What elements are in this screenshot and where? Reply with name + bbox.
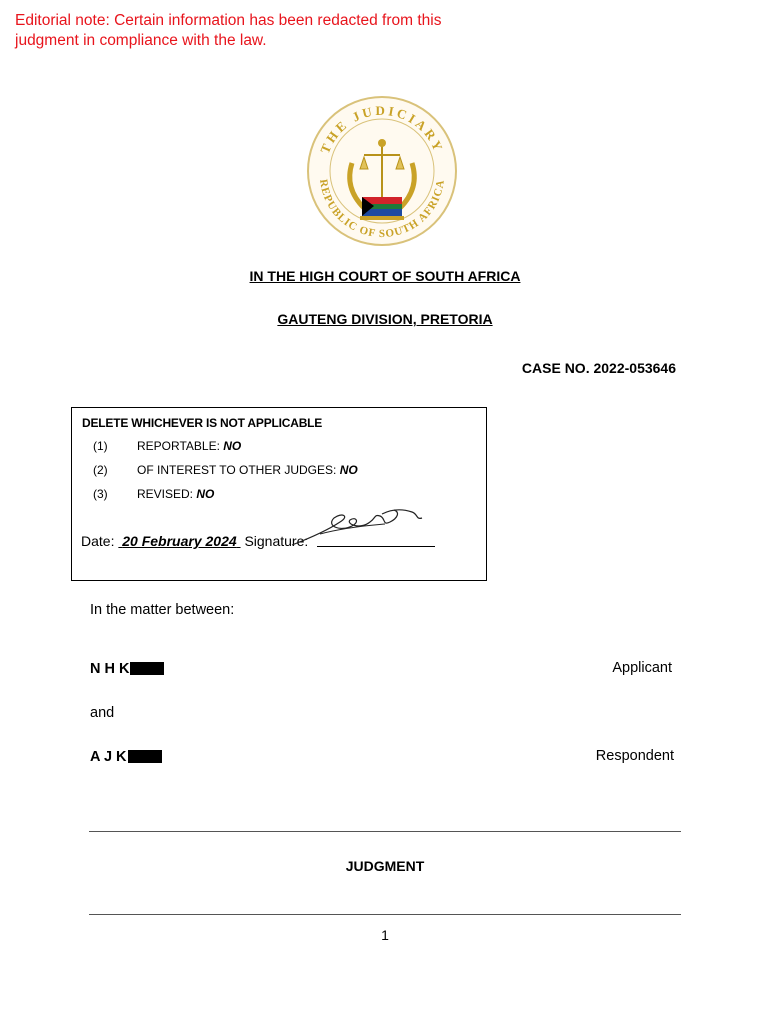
date-value: 20 February 2024	[122, 533, 237, 549]
notice-item-label: OF INTEREST TO OTHER JUDGES:	[137, 463, 337, 477]
notice-item-reportable	[137, 439, 241, 453]
divider	[89, 831, 681, 832]
notice-item-label: REPORTABLE:	[137, 439, 220, 453]
notice-item-interest	[137, 463, 358, 477]
divider	[89, 914, 681, 915]
seal-bottom-text: REPUBLIC OF SOUTH AFRICA	[317, 178, 447, 241]
date-line	[81, 533, 308, 549]
respondent-name: A J K	[90, 749, 162, 765]
court-title: IN THE HIGH COURT OF SOUTH AFRICA	[249, 268, 521, 284]
division-title: GAUTENG DIVISION, PRETORIA	[277, 311, 493, 327]
notice-item-number: (1)	[93, 439, 108, 453]
signature-label: Signature:	[244, 533, 309, 549]
page-number: 1	[381, 927, 389, 943]
case-number: CASE NO. 2022-053646	[521, 360, 676, 376]
handwritten-signature-icon	[290, 500, 430, 550]
party-conjunction: and	[90, 705, 115, 721]
judgment-heading: JUDGMENT	[345, 858, 425, 874]
redaction-block	[128, 750, 162, 763]
date-label: Date:	[81, 533, 115, 549]
applicant-name: N H K	[90, 661, 164, 677]
matter-intro: In the matter between:	[90, 602, 235, 618]
notice-item-number: (2)	[93, 463, 108, 477]
notice-item-label: REVISED:	[137, 487, 194, 501]
applicant-role: Applicant	[612, 660, 672, 676]
notice-item-value: NO	[196, 487, 215, 501]
seal-top-text: THE JUDICIARY	[317, 102, 447, 156]
notice-item-value: NO	[223, 439, 242, 453]
notice-box	[71, 407, 487, 581]
notice-header: DELETE WHICHEVER IS NOT APPLICABLE	[82, 416, 323, 430]
notice-item-number: (3)	[93, 487, 108, 501]
editorial-note: Editorial note: Certain information has been redacted from this judgment in compliance with the law.	[15, 12, 442, 49]
redaction-block	[130, 662, 164, 675]
notice-item-value: NO	[339, 463, 358, 477]
judiciary-seal-icon	[304, 93, 460, 249]
notice-item-revised	[137, 487, 214, 501]
respondent-role: Respondent	[595, 748, 674, 764]
